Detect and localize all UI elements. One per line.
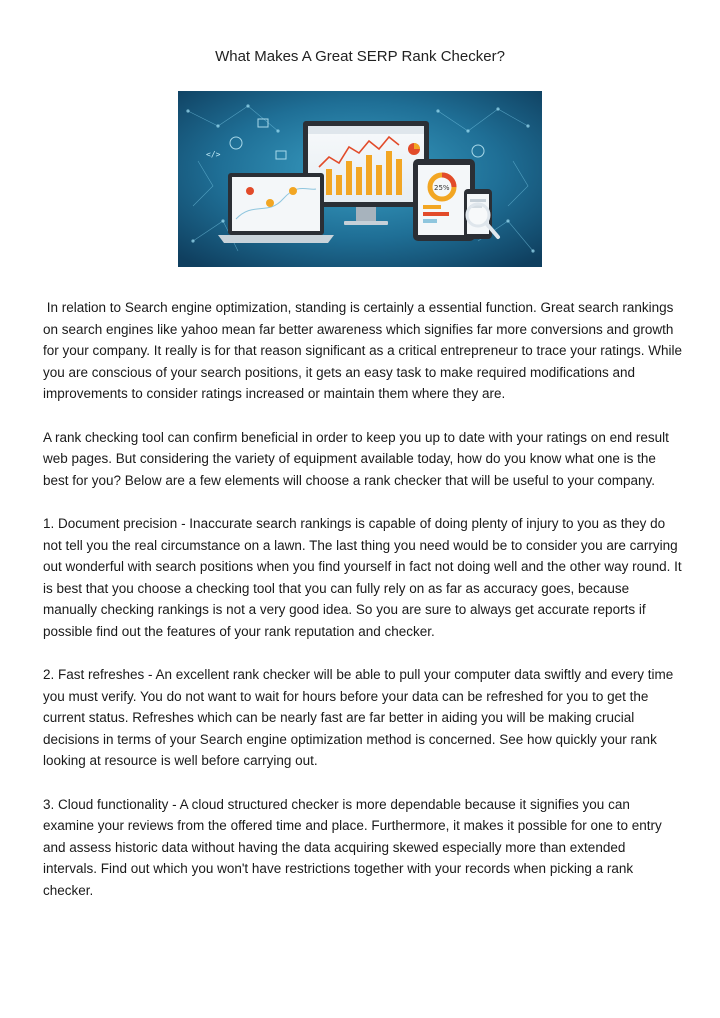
- svg-text:</>: </>: [206, 150, 221, 159]
- page-title: What Makes A Great SERP Rank Checker?: [215, 48, 505, 65]
- article-body: [43, 297, 686, 923]
- paragraph-rank-tool: A rank checking tool can confirm beneficial in order to keep you up to date with your ratings on end result web pages. But considering the variety of equipment available today, how do you know what one is the best for you? Below are a few elements will choose a rank checker that will be useful to your company.: [43, 429, 673, 488]
- svg-text:25%: 25%: [434, 184, 450, 192]
- paragraph-cloud-functionality: 3. Cloud functionality - A cloud structured checker is more dependable because it signifies you can examine your reviews from the offered time and place. Furthermore, it makes it possible for one to entry and assess historic data without having the data acquiring skewed especially more than extended intervals. Find out which you won't have restrictions together with your records when picking a rank checker.: [43, 796, 666, 899]
- paragraph-document-precision: 1. Document precision - Inaccurate search rankings is capable of doing plenty of injury to you as they do not tell you the real circumstance on a lawn. The last thing you need would be to consider you are carrying out wonderful with search positions when you find yourself in fact not doing well and the other way round. It is best that you choose a checking tool that you can fully rely on as far as accuracy goes, because manually checking rankings is not a very good idea. So you are sure to always get accurate reports if possible find out the features of your rank reputation and checker.: [43, 515, 686, 639]
- hero-image: [178, 91, 542, 267]
- paragraph-fast-refreshes: 2. Fast refreshes - An excellent rank checker will be able to pull your computer data swiftly and every time you must verify. You do not want to wait for hours before your data can be refreshed for you to get the current status. Refreshes which can be nearly fast are far better in aiding you will be making crucial decisions in terms of your Search engine optimization method is concerned. See how quickly your rank looking at resource is well before carrying out.: [43, 667, 678, 769]
- paragraph-intro: In relation to Search engine optimization, standing is certainly a essential function. Great search rankings on search engines like yahoo mean far better awareness which signifies far more conversions and growth for your company. It really is for that reason significant as a critical entrepreneur to trace your ratings. While you are conscious of your search positions, it gets an easy task to make required modifications and improvements to consider ratings increased or maintain them where they are.: [43, 300, 686, 402]
